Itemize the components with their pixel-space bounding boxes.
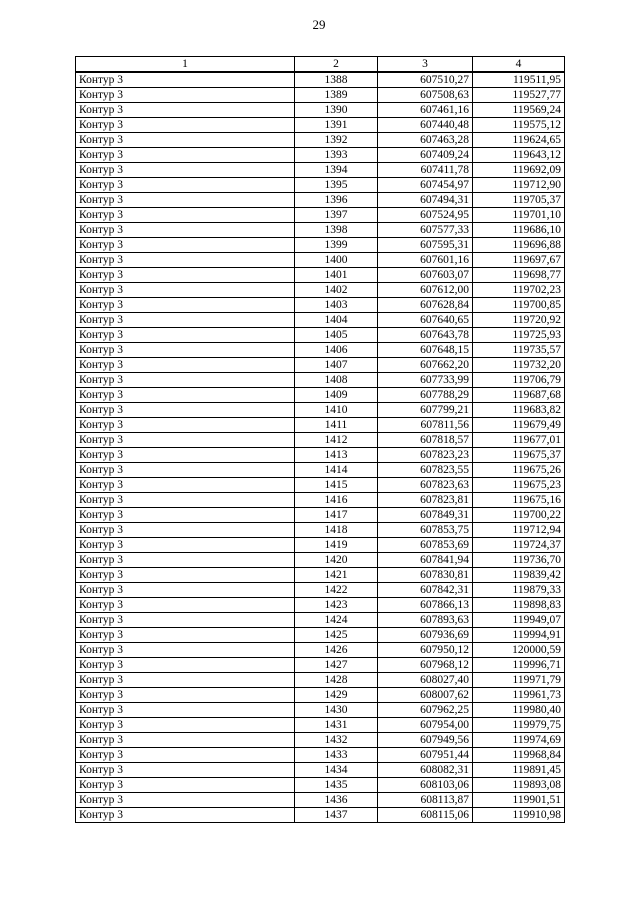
point-number-cell: 1404: [295, 313, 378, 328]
table-row: [76, 538, 565, 553]
x-coordinate-cell: 607841,94: [378, 553, 473, 568]
y-coordinate-cell: 119949,07: [473, 613, 565, 628]
y-coordinate-cell: 119697,67: [473, 253, 565, 268]
table-row: [76, 133, 565, 148]
contour-name-cell: Контур 3: [76, 283, 295, 298]
contour-name-cell: Контур 3: [76, 178, 295, 193]
header-row: [76, 57, 565, 73]
point-number-cell: 1398: [295, 223, 378, 238]
table-row: [76, 343, 565, 358]
contour-name-cell: Контур 3: [76, 163, 295, 178]
y-coordinate-cell: 119675,26: [473, 463, 565, 478]
y-coordinate-cell: 119698,77: [473, 268, 565, 283]
contour-name-cell: Контур 3: [76, 133, 295, 148]
table-row: [76, 808, 565, 823]
point-number-cell: 1435: [295, 778, 378, 793]
contour-name-cell: Контур 3: [76, 598, 295, 613]
x-coordinate-cell: 607733,99: [378, 373, 473, 388]
table-row: [76, 493, 565, 508]
table-row: [76, 478, 565, 493]
contour-name-cell: Контур 3: [76, 118, 295, 133]
point-number-cell: 1424: [295, 613, 378, 628]
y-coordinate-cell: 119706,79: [473, 373, 565, 388]
point-number-cell: 1410: [295, 403, 378, 418]
contour-name-cell: Контур 3: [76, 328, 295, 343]
x-coordinate-cell: 608103,06: [378, 778, 473, 793]
contour-name-cell: Контур 3: [76, 313, 295, 328]
y-coordinate-cell: 119701,10: [473, 208, 565, 223]
point-number-cell: 1429: [295, 688, 378, 703]
contour-name-cell: Контур 3: [76, 448, 295, 463]
table-row: [76, 388, 565, 403]
y-coordinate-cell: 119725,93: [473, 328, 565, 343]
table-row: [76, 373, 565, 388]
contour-name-cell: Контур 3: [76, 208, 295, 223]
contour-name-cell: Контур 3: [76, 808, 295, 823]
point-number-cell: 1411: [295, 418, 378, 433]
contour-name-cell: Контур 3: [76, 493, 295, 508]
contour-name-cell: Контур 3: [76, 388, 295, 403]
table-row: [76, 208, 565, 223]
table-row: [76, 658, 565, 673]
x-coordinate-cell: 607968,12: [378, 658, 473, 673]
point-number-cell: 1418: [295, 523, 378, 538]
point-number-cell: 1390: [295, 103, 378, 118]
y-coordinate-cell: 119736,70: [473, 553, 565, 568]
y-coordinate-cell: 119675,16: [473, 493, 565, 508]
table-row: [76, 328, 565, 343]
header-col-1: 1: [76, 57, 295, 73]
point-number-cell: 1421: [295, 568, 378, 583]
table-row: [76, 103, 565, 118]
point-number-cell: 1436: [295, 793, 378, 808]
point-number-cell: 1401: [295, 268, 378, 283]
contour-name-cell: Контур 3: [76, 778, 295, 793]
table-row: [76, 673, 565, 688]
contour-name-cell: Контур 3: [76, 223, 295, 238]
x-coordinate-cell: 608007,62: [378, 688, 473, 703]
contour-name-cell: Контур 3: [76, 72, 295, 88]
point-number-cell: 1431: [295, 718, 378, 733]
point-number-cell: 1422: [295, 583, 378, 598]
table-row: [76, 613, 565, 628]
x-coordinate-cell: 607849,31: [378, 508, 473, 523]
contour-name-cell: Контур 3: [76, 433, 295, 448]
x-coordinate-cell: 607595,31: [378, 238, 473, 253]
y-coordinate-cell: 119700,22: [473, 508, 565, 523]
point-number-cell: 1397: [295, 208, 378, 223]
point-number-cell: 1415: [295, 478, 378, 493]
table-row: [76, 238, 565, 253]
point-number-cell: 1394: [295, 163, 378, 178]
x-coordinate-cell: 607962,25: [378, 703, 473, 718]
contour-name-cell: Контур 3: [76, 553, 295, 568]
table-row: [76, 403, 565, 418]
table-row: [76, 358, 565, 373]
y-coordinate-cell: 119979,75: [473, 718, 565, 733]
contour-name-cell: Контур 3: [76, 193, 295, 208]
y-coordinate-cell: 119891,45: [473, 763, 565, 778]
x-coordinate-cell: 607603,07: [378, 268, 473, 283]
table-row: [76, 598, 565, 613]
x-coordinate-cell: 607628,84: [378, 298, 473, 313]
point-number-cell: 1433: [295, 748, 378, 763]
contour-name-cell: Контур 3: [76, 718, 295, 733]
contour-name-cell: Контур 3: [76, 298, 295, 313]
coordinates-table: [75, 56, 565, 823]
x-coordinate-cell: 607577,33: [378, 223, 473, 238]
y-coordinate-cell: 119687,68: [473, 388, 565, 403]
point-number-cell: 1393: [295, 148, 378, 163]
x-coordinate-cell: 607853,69: [378, 538, 473, 553]
point-number-cell: 1400: [295, 253, 378, 268]
point-number-cell: 1395: [295, 178, 378, 193]
table-row: [76, 718, 565, 733]
x-coordinate-cell: 607951,44: [378, 748, 473, 763]
table-row: [76, 193, 565, 208]
y-coordinate-cell: 119675,23: [473, 478, 565, 493]
table-row: [76, 583, 565, 598]
y-coordinate-cell: 119961,73: [473, 688, 565, 703]
contour-name-cell: Контур 3: [76, 238, 295, 253]
contour-name-cell: Контур 3: [76, 508, 295, 523]
point-number-cell: 1406: [295, 343, 378, 358]
point-number-cell: 1428: [295, 673, 378, 688]
table-row: [76, 553, 565, 568]
x-coordinate-cell: 607954,00: [378, 718, 473, 733]
point-number-cell: 1392: [295, 133, 378, 148]
point-number-cell: 1434: [295, 763, 378, 778]
contour-name-cell: Контур 3: [76, 373, 295, 388]
point-number-cell: 1399: [295, 238, 378, 253]
y-coordinate-cell: 119893,08: [473, 778, 565, 793]
contour-name-cell: Контур 3: [76, 733, 295, 748]
y-coordinate-cell: 119994,91: [473, 628, 565, 643]
point-number-cell: 1425: [295, 628, 378, 643]
y-coordinate-cell: 119679,49: [473, 418, 565, 433]
contour-name-cell: Контур 3: [76, 253, 295, 268]
x-coordinate-cell: 607950,12: [378, 643, 473, 658]
table-row: [76, 778, 565, 793]
point-number-cell: 1389: [295, 88, 378, 103]
y-coordinate-cell: 119702,23: [473, 283, 565, 298]
y-coordinate-cell: 119898,83: [473, 598, 565, 613]
point-number-cell: 1388: [295, 72, 378, 88]
point-number-cell: 1391: [295, 118, 378, 133]
point-number-cell: 1432: [295, 733, 378, 748]
y-coordinate-cell: 119996,71: [473, 658, 565, 673]
table-row: [76, 523, 565, 538]
y-coordinate-cell: 119683,82: [473, 403, 565, 418]
y-coordinate-cell: 120000,59: [473, 643, 565, 658]
y-coordinate-cell: 119511,95: [473, 72, 565, 88]
table-row: [76, 763, 565, 778]
y-coordinate-cell: 119643,12: [473, 148, 565, 163]
header-col-4: 4: [473, 57, 565, 73]
x-coordinate-cell: 607648,15: [378, 343, 473, 358]
x-coordinate-cell: 607866,13: [378, 598, 473, 613]
x-coordinate-cell: 607818,57: [378, 433, 473, 448]
contour-name-cell: Контур 3: [76, 568, 295, 583]
x-coordinate-cell: 607409,24: [378, 148, 473, 163]
contour-name-cell: Контур 3: [76, 268, 295, 283]
header-col-3: 3: [378, 57, 473, 73]
header-col-2: 2: [295, 57, 378, 73]
contour-name-cell: Контур 3: [76, 613, 295, 628]
point-number-cell: 1416: [295, 493, 378, 508]
x-coordinate-cell: 607799,21: [378, 403, 473, 418]
table-row: [76, 688, 565, 703]
table-row: [76, 508, 565, 523]
point-number-cell: 1403: [295, 298, 378, 313]
x-coordinate-cell: 607601,16: [378, 253, 473, 268]
table-row: [76, 298, 565, 313]
table-row: [76, 463, 565, 478]
y-coordinate-cell: 119692,09: [473, 163, 565, 178]
contour-name-cell: Контур 3: [76, 418, 295, 433]
table-row: [76, 643, 565, 658]
y-coordinate-cell: 119971,79: [473, 673, 565, 688]
point-number-cell: 1430: [295, 703, 378, 718]
y-coordinate-cell: 119527,77: [473, 88, 565, 103]
point-number-cell: 1409: [295, 388, 378, 403]
contour-name-cell: Контур 3: [76, 793, 295, 808]
table-row: [76, 283, 565, 298]
contour-name-cell: Контур 3: [76, 538, 295, 553]
point-number-cell: 1407: [295, 358, 378, 373]
table-header: [76, 57, 565, 73]
point-number-cell: 1396: [295, 193, 378, 208]
table-row: [76, 433, 565, 448]
y-coordinate-cell: 119569,24: [473, 103, 565, 118]
x-coordinate-cell: 607463,28: [378, 133, 473, 148]
contour-name-cell: Контур 3: [76, 643, 295, 658]
x-coordinate-cell: 608027,40: [378, 673, 473, 688]
y-coordinate-cell: 119901,51: [473, 793, 565, 808]
table-row: [76, 88, 565, 103]
point-number-cell: 1402: [295, 283, 378, 298]
contour-name-cell: Контур 3: [76, 673, 295, 688]
x-coordinate-cell: 607830,81: [378, 568, 473, 583]
x-coordinate-cell: 607440,48: [378, 118, 473, 133]
table-row: [76, 178, 565, 193]
page-number: 29: [312, 17, 326, 32]
y-coordinate-cell: 119980,40: [473, 703, 565, 718]
x-coordinate-cell: 607643,78: [378, 328, 473, 343]
point-number-cell: 1408: [295, 373, 378, 388]
x-coordinate-cell: 607662,20: [378, 358, 473, 373]
table-row: [76, 448, 565, 463]
contour-name-cell: Контур 3: [76, 658, 295, 673]
point-number-cell: 1417: [295, 508, 378, 523]
point-number-cell: 1419: [295, 538, 378, 553]
x-coordinate-cell: 607640,65: [378, 313, 473, 328]
y-coordinate-cell: 119974,69: [473, 733, 565, 748]
y-coordinate-cell: 119677,01: [473, 433, 565, 448]
x-coordinate-cell: 607510,27: [378, 72, 473, 88]
table-row: [76, 418, 565, 433]
x-coordinate-cell: 607823,55: [378, 463, 473, 478]
y-coordinate-cell: 119910,98: [473, 808, 565, 823]
point-number-cell: 1414: [295, 463, 378, 478]
x-coordinate-cell: 607524,95: [378, 208, 473, 223]
x-coordinate-cell: 607842,31: [378, 583, 473, 598]
contour-name-cell: Контур 3: [76, 463, 295, 478]
x-coordinate-cell: 607823,81: [378, 493, 473, 508]
x-coordinate-cell: 607893,63: [378, 613, 473, 628]
contour-name-cell: Контур 3: [76, 748, 295, 763]
contour-name-cell: Контур 3: [76, 523, 295, 538]
x-coordinate-cell: 607788,29: [378, 388, 473, 403]
y-coordinate-cell: 119839,42: [473, 568, 565, 583]
table-row: [76, 628, 565, 643]
table-row: [76, 748, 565, 763]
x-coordinate-cell: 607811,56: [378, 418, 473, 433]
y-coordinate-cell: 119879,33: [473, 583, 565, 598]
y-coordinate-cell: 119696,88: [473, 238, 565, 253]
x-coordinate-cell: 607823,23: [378, 448, 473, 463]
contour-name-cell: Контур 3: [76, 103, 295, 118]
y-coordinate-cell: 119712,94: [473, 523, 565, 538]
table-row: [76, 148, 565, 163]
table-row: [76, 568, 565, 583]
table-row: [76, 223, 565, 238]
y-coordinate-cell: 119732,20: [473, 358, 565, 373]
x-coordinate-cell: 607823,63: [378, 478, 473, 493]
x-coordinate-cell: 607936,69: [378, 628, 473, 643]
y-coordinate-cell: 119724,37: [473, 538, 565, 553]
table-row: [76, 163, 565, 178]
contour-name-cell: Контур 3: [76, 343, 295, 358]
table-row: [76, 268, 565, 283]
contour-name-cell: Контур 3: [76, 403, 295, 418]
y-coordinate-cell: 119712,90: [473, 178, 565, 193]
y-coordinate-cell: 119705,37: [473, 193, 565, 208]
x-coordinate-cell: 607612,00: [378, 283, 473, 298]
contour-name-cell: Контур 3: [76, 358, 295, 373]
point-number-cell: 1405: [295, 328, 378, 343]
point-number-cell: 1437: [295, 808, 378, 823]
table-row: [76, 793, 565, 808]
table-row: [76, 253, 565, 268]
y-coordinate-cell: 119575,12: [473, 118, 565, 133]
x-coordinate-cell: 608113,87: [378, 793, 473, 808]
table-row: [76, 72, 565, 88]
y-coordinate-cell: 119675,37: [473, 448, 565, 463]
table-row: [76, 313, 565, 328]
x-coordinate-cell: 607461,16: [378, 103, 473, 118]
contour-name-cell: Контур 3: [76, 763, 295, 778]
x-coordinate-cell: 607949,56: [378, 733, 473, 748]
y-coordinate-cell: 119686,10: [473, 223, 565, 238]
point-number-cell: 1420: [295, 553, 378, 568]
table-body: [76, 72, 565, 823]
point-number-cell: 1427: [295, 658, 378, 673]
y-coordinate-cell: 119968,84: [473, 748, 565, 763]
x-coordinate-cell: 607411,78: [378, 163, 473, 178]
point-number-cell: 1426: [295, 643, 378, 658]
contour-name-cell: Контур 3: [76, 148, 295, 163]
contour-name-cell: Контур 3: [76, 478, 295, 493]
x-coordinate-cell: 607454,97: [378, 178, 473, 193]
table-row: [76, 703, 565, 718]
contour-name-cell: Контур 3: [76, 688, 295, 703]
contour-name-cell: Контур 3: [76, 583, 295, 598]
table-row: [76, 733, 565, 748]
x-coordinate-cell: 607853,75: [378, 523, 473, 538]
point-number-cell: 1413: [295, 448, 378, 463]
table-row: [76, 118, 565, 133]
point-number-cell: 1412: [295, 433, 378, 448]
contour-name-cell: Контур 3: [76, 628, 295, 643]
contour-name-cell: Контур 3: [76, 88, 295, 103]
x-coordinate-cell: 608115,06: [378, 808, 473, 823]
point-number-cell: 1423: [295, 598, 378, 613]
x-coordinate-cell: 607494,31: [378, 193, 473, 208]
contour-name-cell: Контур 3: [76, 703, 295, 718]
y-coordinate-cell: 119624,65: [473, 133, 565, 148]
y-coordinate-cell: 119720,92: [473, 313, 565, 328]
y-coordinate-cell: 119700,85: [473, 298, 565, 313]
y-coordinate-cell: 119735,57: [473, 343, 565, 358]
x-coordinate-cell: 607508,63: [378, 88, 473, 103]
x-coordinate-cell: 608082,31: [378, 763, 473, 778]
